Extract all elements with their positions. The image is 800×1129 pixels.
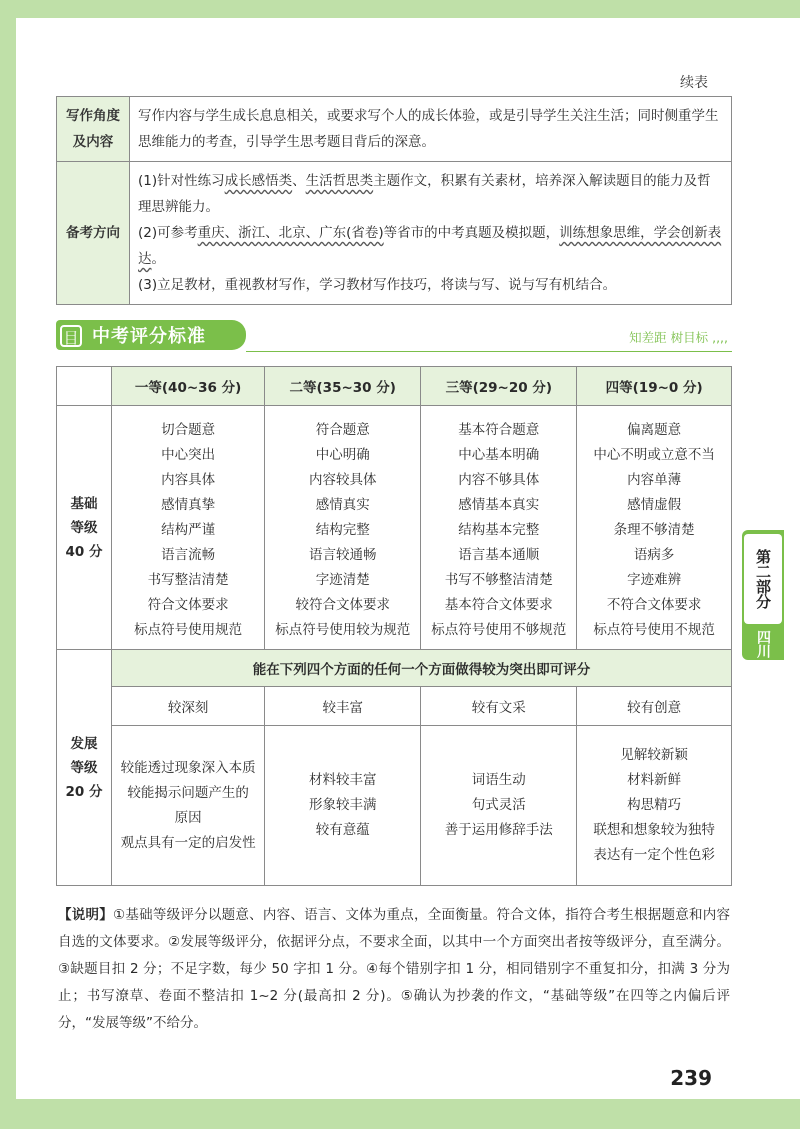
- page-frame-bottom: [0, 1099, 800, 1129]
- grade-header: 二等(35~30 分): [265, 367, 421, 406]
- basic-criteria-grade-4: 偏离题意 中心不明或立意不当 内容单薄 感情虚假 条理不够清楚 语病多 字迹难辨 不符合文体要求 标点符号使用不规范: [577, 406, 732, 650]
- page-number: 239: [670, 1066, 712, 1090]
- section-band: [56, 320, 246, 350]
- grade-header: 四等(19~0 分): [577, 367, 732, 406]
- section-divider: [246, 351, 732, 352]
- note-tag: 【说明】: [58, 907, 113, 923]
- info-table: [56, 96, 732, 305]
- row-label-prep: 备考方向: [57, 162, 130, 305]
- grade-header-row: [57, 367, 732, 406]
- aspect-header: 较有文采: [421, 687, 577, 726]
- table-row: [57, 162, 732, 305]
- section-header: [56, 318, 732, 352]
- corner-cell: [57, 367, 112, 406]
- list-icon: 目: [60, 325, 82, 347]
- development-level-label: 发展 等级 20 分: [57, 650, 112, 886]
- development-aspect-row: [57, 687, 732, 726]
- prep-point-1: (1)针对性练习成长感悟类、生活哲思类主题作文，积累有关素材，培养深入解读题目的能力及哲理思辨能力。: [138, 173, 711, 215]
- aspect-header: 较有创意: [577, 687, 732, 726]
- basic-row: [57, 406, 732, 650]
- emphasis-text: 重庆、浙江、北京、广东(省卷): [197, 225, 384, 241]
- region-tab-label: 四川: [755, 630, 771, 658]
- emphasis-text: 成长感悟类: [224, 173, 293, 189]
- part-tab: [742, 530, 784, 660]
- development-criteria-creativity: 见解较新颖 材料新鲜 构思精巧 联想和想象较为独特 表达有一定个性色彩: [577, 726, 732, 886]
- development-criteria-literary: 词语生动 句式灵活 善于运用修辞手法: [421, 726, 577, 886]
- explanation-note: [58, 902, 730, 1037]
- emphasis-text: 生活哲思类: [305, 173, 374, 189]
- continued-label: 续表: [680, 75, 708, 91]
- page-frame-left: [0, 0, 16, 1129]
- development-criteria-row: [57, 726, 732, 886]
- part-tab-label: 第二部分: [744, 534, 782, 624]
- basic-criteria-grade-2: 符合题意 中心明确 内容较具体 感情真实 结构完整 语言较通畅 字迹清楚 较符合文体要求 标点符号使用较为规范: [265, 406, 421, 650]
- scoring-table: [56, 366, 732, 886]
- row-label-angle: 写作角度及内容: [57, 97, 130, 162]
- prep-point-2: (2)可参考重庆、浙江、北京、广东(省卷)等省市的中考真题及模拟题，训练想象思维，学会创新表达。: [138, 225, 722, 267]
- grade-header: 一等(40~36 分): [112, 367, 265, 406]
- note-text: ①基础等级评分以题意、内容、语言、文体为重点，全面衡量。符合文体，指符合考生根据题意和内容自选的文体要求。②发展等级评分，依据评分点，不要求全面，以其中一个方面突出者按等级评分，直至满分。③缺题目扣 2 分；不足字数，每少 50 字扣 1 分。④每个错别字扣 1 分，相同错别字不重复扣分，扣满 3 分为止；书写潦草、卷面不整洁扣 1~2 分(最高扣 2 分)。⑤确认为抄袭的作文，“基础等级”在四等之内偏后评分，“发展等级”不给分。: [58, 907, 731, 1031]
- basic-criteria-grade-1: 切合题意 中心突出 内容具体 感情真挚 结构严谨 语言流畅 书写整洁清楚 符合文体要求 标点符号使用规范: [112, 406, 265, 650]
- development-note-row: [57, 650, 732, 687]
- development-note: 能在下列四个方面的任何一个方面做得较为突出即可评分: [112, 650, 732, 687]
- emphasis-text: 训练想象思维，学会创新表达: [138, 225, 722, 267]
- row-text-angle: 写作内容与学生成长息息相关，或要求写个人的成长体验，或是引导学生关注生活；同时侧重学生思维能力的考查，引导学生思考题目背后的深意。: [130, 97, 732, 162]
- basic-level-label: 基础 等级 40 分: [57, 406, 112, 650]
- row-text-prep: [130, 162, 732, 305]
- aspect-header: 较丰富: [265, 687, 421, 726]
- grade-header: 三等(29~20 分): [421, 367, 577, 406]
- section-subtitle: 知差距 树目标 ,,,,: [629, 330, 728, 345]
- section-title: 中考评分标准: [92, 326, 206, 347]
- table-row: [57, 97, 732, 162]
- aspect-header: 较深刻: [112, 687, 265, 726]
- development-criteria-richness: 材料较丰富 形象较丰满 较有意蕴: [265, 726, 421, 886]
- basic-criteria-grade-3: 基本符合题意 中心基本明确 内容不够具体 感情基本真实 结构基本完整 语言基本通顺 书写不够整洁清楚 基本符合文体要求 标点符号使用不够规范: [421, 406, 577, 650]
- prep-point-3: (3)立足教材，重视教材写作，学习教材写作技巧，将读与写、说与写有机结合。: [138, 277, 617, 293]
- development-criteria-depth: 较能透过现象深入本质 较能揭示问题产生的 原因 观点具有一定的启发性: [112, 726, 265, 886]
- page-frame-top: [0, 0, 800, 18]
